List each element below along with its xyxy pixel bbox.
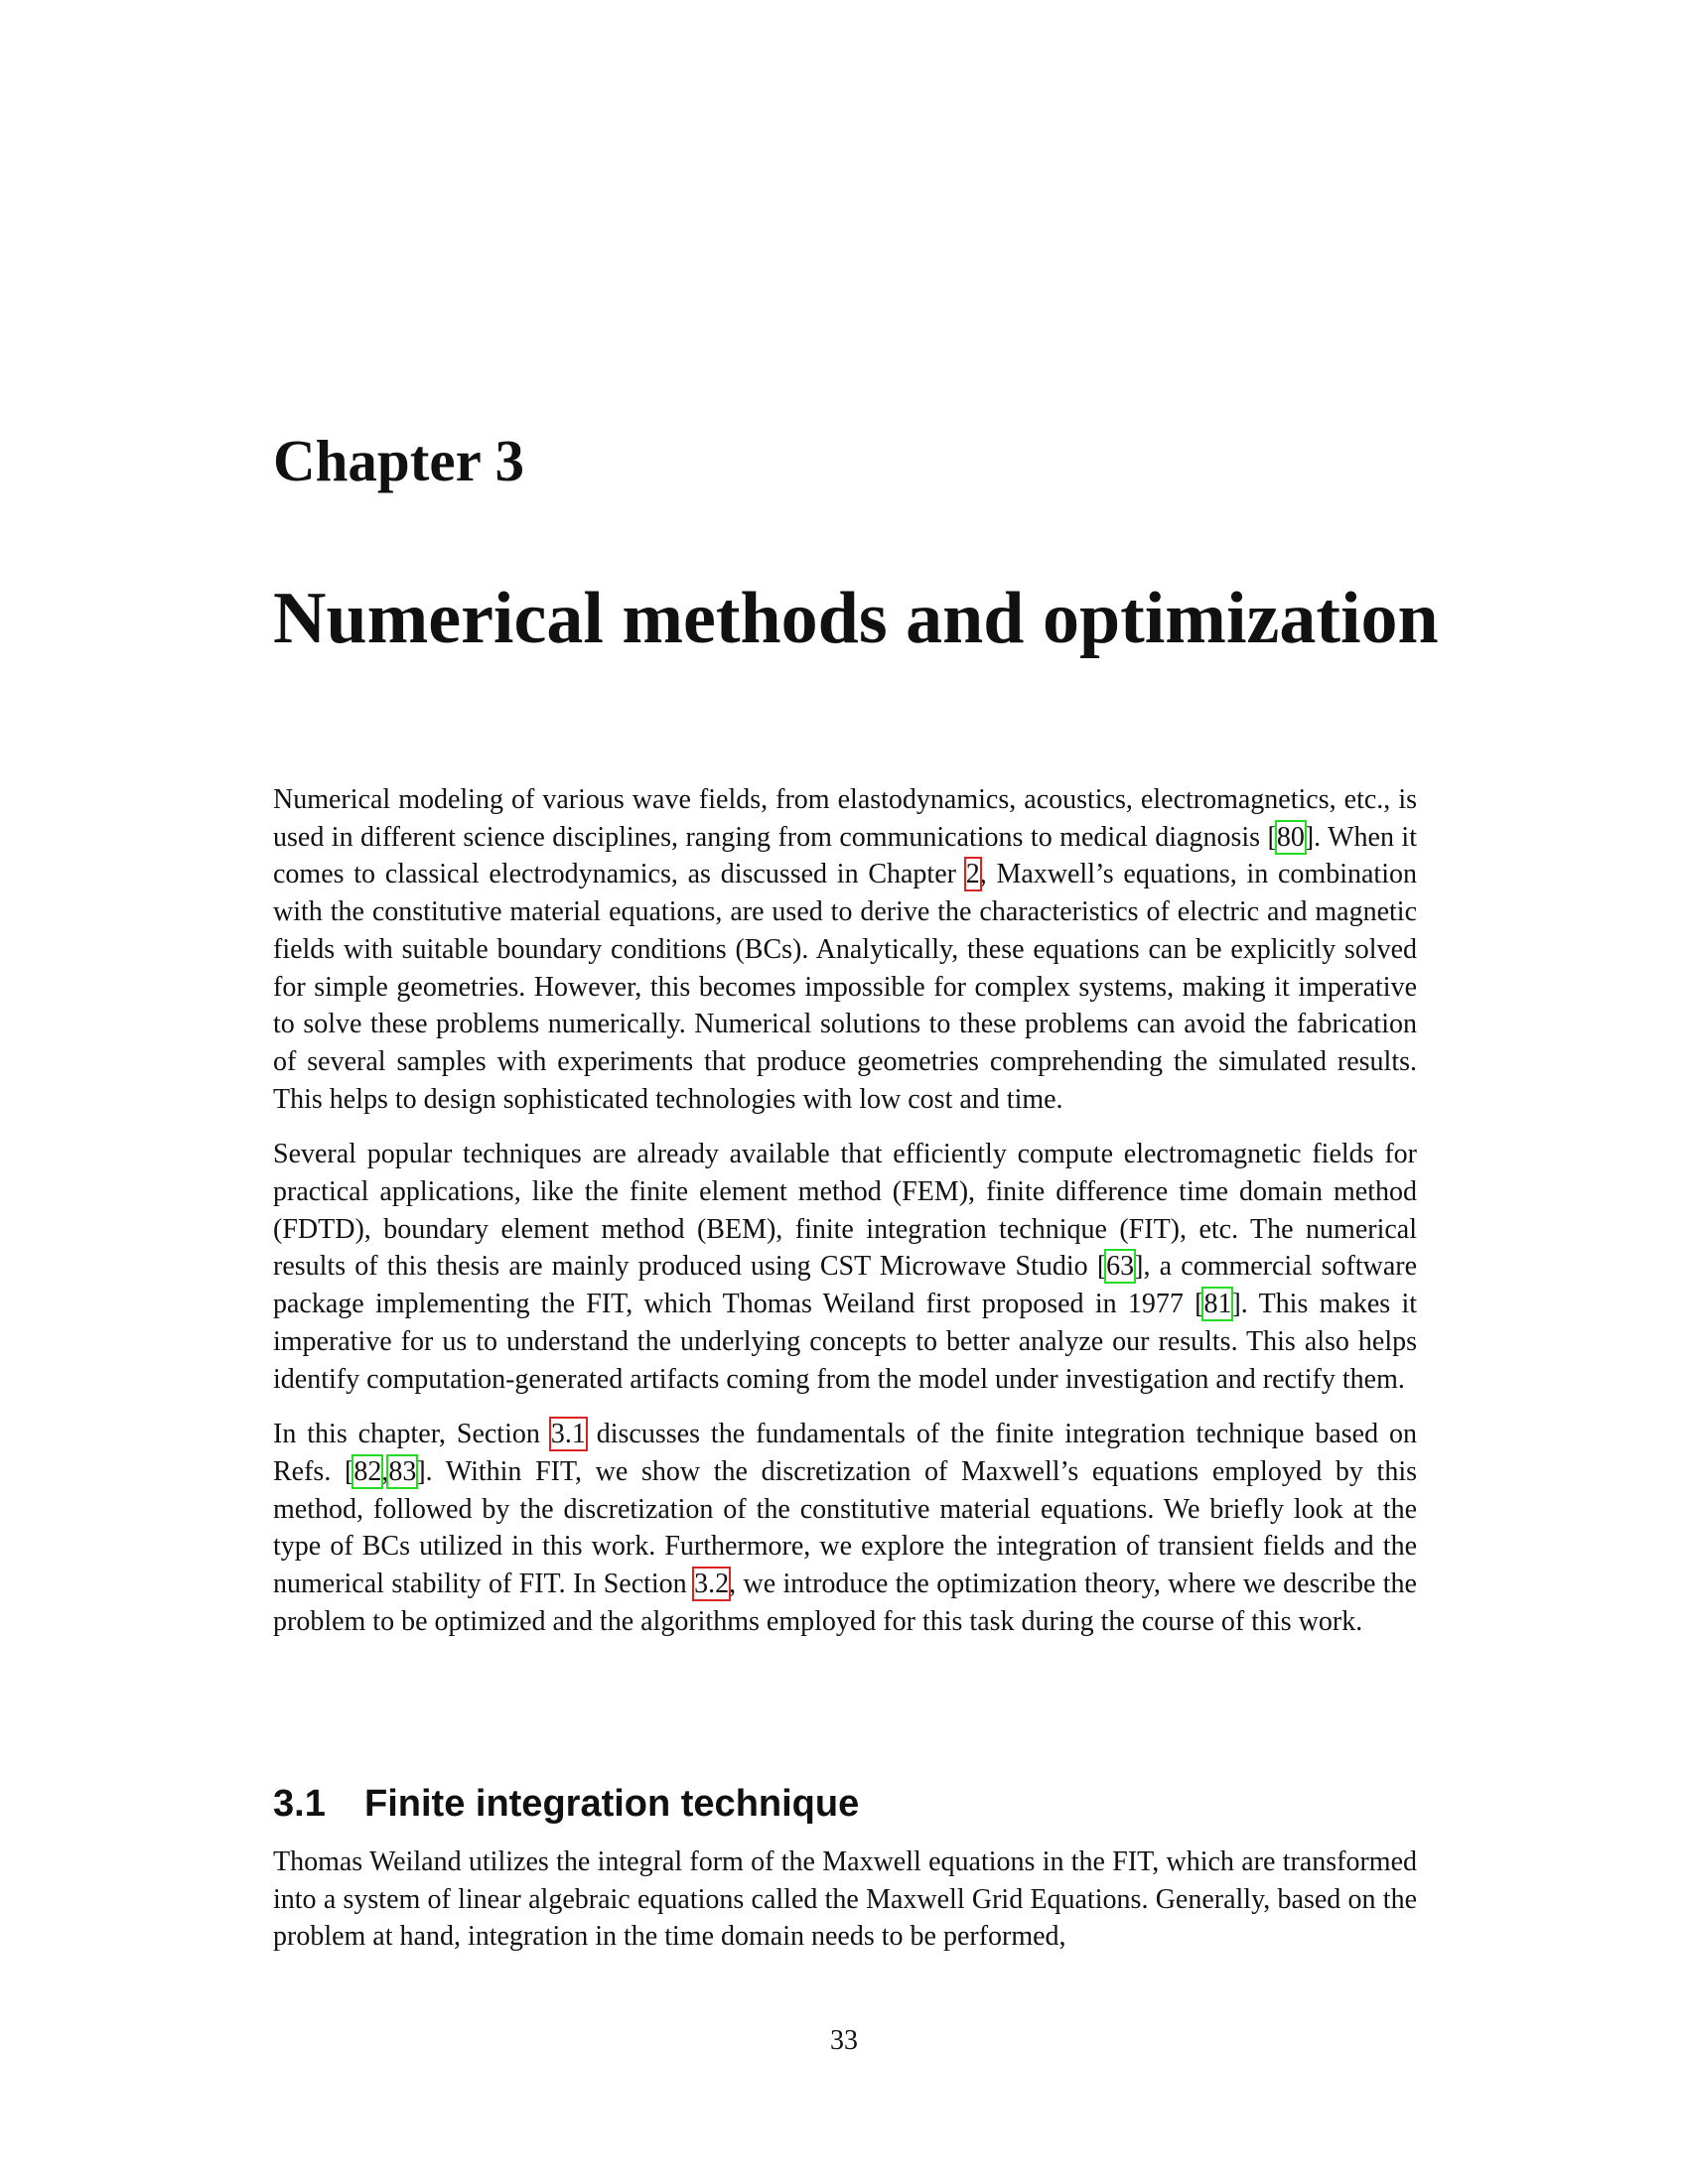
paragraph-intro-2 [273, 1136, 1417, 1398]
chapter-intro [273, 781, 1417, 1658]
text-run: ]. This makes it imperative for us to understand the underlying concepts to better analyze our results. This also helps identify computation-generated artifacts coming from the model under investigation and rectify them. [273, 1289, 1417, 1395]
section-heading [273, 1784, 859, 1826]
text-run: In this chapter, Section [273, 1419, 551, 1450]
section-body [273, 1843, 1417, 1974]
section-3-1-link[interactable]: 3.1 [550, 1419, 586, 1450]
page-number: 33 [830, 2025, 858, 2056]
paragraph-intro-1 [273, 781, 1417, 1118]
chapter-title: Numerical methods and optimization [273, 578, 1439, 659]
section-title: Finite integration technique [364, 1783, 860, 1825]
section-number: 3.1 [273, 1783, 326, 1825]
citation-link-63[interactable]: 63 [1106, 1251, 1135, 1283]
text-run: discusses the fundamentals of the finite integration technique based on Refs. [ [273, 1419, 1418, 1487]
text-run: , Maxwell’s equations, in combination with the constitutive material equations, are used to derive the characteristics of electric and magnetic fields with suitable boundary conditions (BCs). Analytically, these equations can be explicitly solved for simple geometries. However, this becomes impossible for complex systems, making it imperative to solve these problems numerically. Numerical solutions to these problems can avoid the fabrication of several samples with experiments that produce geometries comprehending the simulated results. This helps to design sophisticated technologies with low cost and time. [273, 859, 1417, 1115]
chapter-2-link[interactable]: 2 [965, 859, 980, 890]
citation-link-80[interactable]: 80 [1276, 821, 1305, 853]
paragraph-intro-3 [273, 1416, 1417, 1640]
citation-link-81[interactable]: 81 [1203, 1289, 1232, 1320]
citation-link-82[interactable]: 82 [353, 1455, 382, 1487]
chapter-label: Chapter 3 [273, 428, 524, 493]
section-3-2-link[interactable]: 3.2 [694, 1569, 730, 1600]
text-run: , we introduce the optimization theory, where we describe the problem to be optimized and the algorithms employed for this task during the course of this work. [273, 1569, 1417, 1637]
text-run: Several popular techniques are already available that efficiently compute electromagnetic fields for practical applications, like the finite element method (FEM), finite difference time domain method (FDTD), boundary element method (BEM), finite integration technique (FIT), etc. The numerical results of this thesis are mainly produced using CST Microwave Studio [ [273, 1139, 1417, 1283]
text-run: ]. When it comes to classical electrodynamics, as discussed in Chapter [273, 821, 1417, 890]
text-run: ]. Within FIT, we show the discretization of Maxwell’s equations employed by this method, followed by the discretization of the constitutive material equations. We briefly look at the type of BCs utilized in this work. Furthermore, we explore the integration of transient fields and the numerical stability of FIT. In Section [273, 1455, 1417, 1600]
citation-link-83[interactable]: 83 [388, 1455, 417, 1487]
text-run: Numerical modeling of various wave fields, from elastodynamics, acoustics, electromagnetics, etc., is used in different science disciplines, ranging from communications to medical diagnosis [ [273, 784, 1417, 853]
text-run: ], a commercial software package implementing the FIT, which Thomas Weiland first proposed in 1977 [ [273, 1251, 1417, 1320]
paragraph-section-1: Thomas Weiland utilizes the integral form of the Maxwell equations in the FIT, which are transformed into a system of linear algebraic equations called the Maxwell Grid Equations. Generally, based on the problem at hand, integration in the time domain needs to be performed, [273, 1846, 1417, 1953]
text-run: , [381, 1455, 389, 1487]
